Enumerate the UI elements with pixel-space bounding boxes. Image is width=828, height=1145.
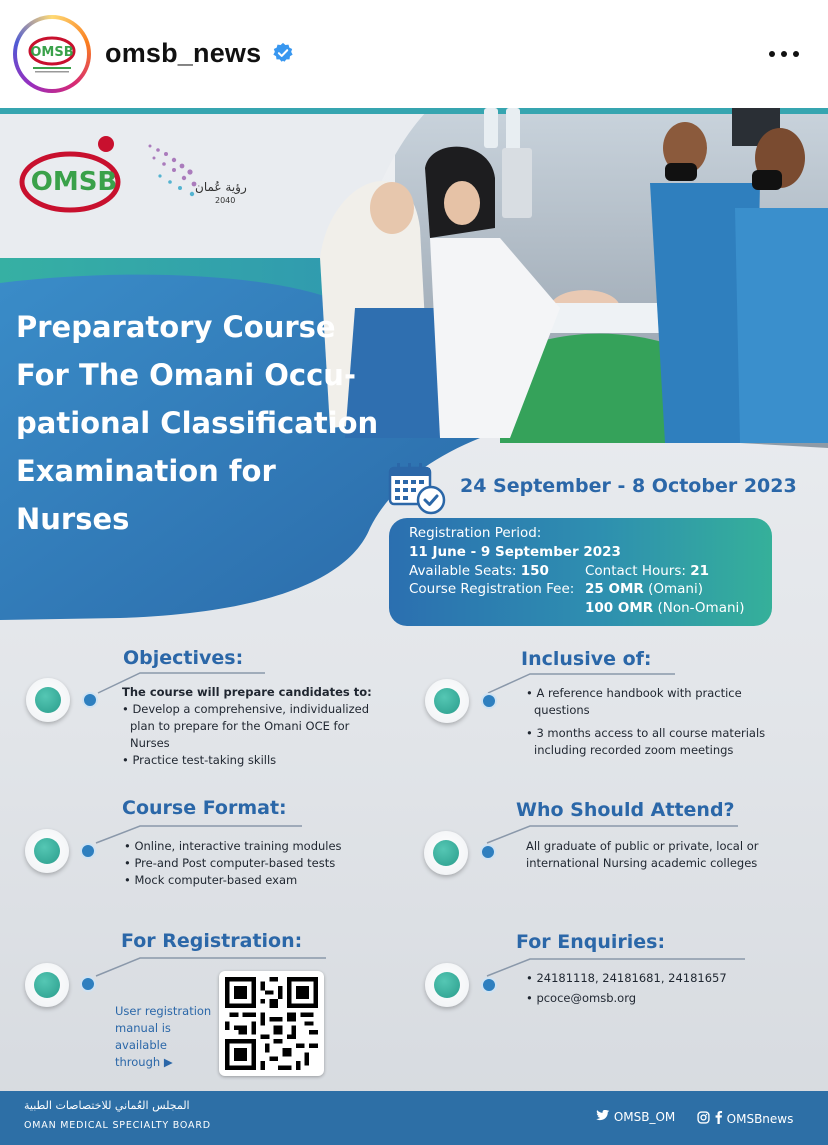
fee-non-omani-note: (Non-Omani) <box>657 600 745 616</box>
hours-value: 21 <box>690 563 710 579</box>
course-format-title: Course Format: <box>122 797 287 819</box>
seats-value: 150 <box>520 563 549 579</box>
more-options-icon[interactable] <box>764 44 804 64</box>
facebook-icon <box>714 1110 723 1124</box>
list-item: • Practice test-taking skills <box>122 753 277 767</box>
registration-dot-icon <box>80 976 96 992</box>
title-line: Nurses <box>16 502 130 536</box>
title-line: Examination for <box>16 454 276 488</box>
list-item: Nurses <box>130 736 170 750</box>
objectives-title: Objectives: <box>123 647 244 669</box>
who-attend-title: Who Should Attend? <box>516 799 735 821</box>
footer-arabic-name: المجلس العُماني للاختصاصات الطبية <box>24 1099 190 1112</box>
who-attend-bullet-icon <box>424 831 468 875</box>
avatar-logo-text: OMSB <box>30 45 74 60</box>
fee-omani-note: (Omani) <box>648 581 703 597</box>
registration-bullet-icon <box>25 963 69 1007</box>
list-item: • Online, interactive training modules <box>124 839 342 853</box>
course-format-list <box>124 838 384 889</box>
footer-instagram-facebook[interactable] <box>697 1110 793 1126</box>
list-item: • Pre-and Post computer-based tests <box>124 856 336 870</box>
omsb-logo-text: OMSB <box>30 167 118 197</box>
who-attend-line: international Nursing academic colleges <box>526 856 758 870</box>
inclusive-list <box>526 685 816 759</box>
poster-footer <box>0 1091 828 1145</box>
registration-qr-code[interactable] <box>219 971 324 1076</box>
instagram-icon <box>697 1111 710 1124</box>
fee-non-omani-value: 100 OMR <box>585 600 654 616</box>
avatar[interactable] <box>13 15 91 93</box>
list-item: • Develop a comprehensive, individualized <box>122 702 369 716</box>
list-item: • A reference handbook with practice <box>526 686 742 700</box>
manual-line: manual is available <box>115 1021 171 1052</box>
verified-badge-icon <box>272 42 294 64</box>
list-item: including recorded zoom meetings <box>534 743 734 757</box>
list-item: • Mock computer-based exam <box>124 873 298 887</box>
manual-line: through ▶ <box>115 1055 173 1069</box>
registration-manual-text <box>115 1003 220 1071</box>
twitter-icon <box>596 1110 610 1122</box>
course-format-bullet-icon <box>25 829 69 873</box>
post-header <box>0 0 828 108</box>
seats-label: Available Seats: <box>409 563 517 579</box>
instagram-facebook-handle: OMSBnews <box>726 1112 794 1126</box>
inclusive-dot-icon <box>481 693 497 709</box>
registration-period-label: Registration Period: <box>409 525 542 541</box>
who-attend-line: All graduate of public or private, local or <box>526 839 759 853</box>
fee-omani-value: 25 OMR <box>585 581 644 597</box>
footer-twitter[interactable] <box>596 1110 675 1124</box>
manual-line: User registration <box>115 1004 212 1018</box>
who-attend-dot-icon <box>480 844 496 860</box>
vision-text: رؤية عُمان <box>195 180 247 194</box>
course-date-range: 24 September - 8 October 2023 <box>460 475 797 497</box>
registration-title: For Registration: <box>121 930 303 952</box>
enquiries-email[interactable]: • pcoce@omsb.org <box>526 991 637 1005</box>
list-item: • 3 months access to all course materials <box>526 726 766 740</box>
objectives-dot-icon <box>82 692 98 708</box>
inclusive-title: Inclusive of: <box>521 648 652 670</box>
vision-year: 2040 <box>215 196 236 205</box>
who-attend-text <box>526 838 816 872</box>
omsb-logo-icon <box>17 19 87 89</box>
title-line: Preparatory Course <box>16 310 336 344</box>
twitter-handle: OMSB_OM <box>613 1110 676 1124</box>
list-item: plan to prepare for the Omani OCE for <box>130 719 350 733</box>
title-line: For The Omani Occu- <box>16 358 356 392</box>
objectives-list <box>122 684 392 769</box>
inclusive-bullet-icon <box>425 679 469 723</box>
username[interactable]: omsb_news <box>105 38 262 68</box>
fee-label: Course Registration Fee: <box>409 581 575 597</box>
objectives-intro: The course will prepare candidates to: <box>122 685 372 699</box>
enquiries-phones[interactable]: • 24181118, 24181681, 24181657 <box>526 971 727 985</box>
list-item: questions <box>534 703 590 717</box>
registration-period-value: 11 June - 9 September 2023 <box>409 544 621 560</box>
enquiries-dot-icon <box>481 977 497 993</box>
post-image <box>0 108 828 1145</box>
course-format-dot-icon <box>80 843 96 859</box>
enquiries-title: For Enquiries: <box>516 931 666 953</box>
enquiries-list <box>526 970 816 1007</box>
enquiries-bullet-icon <box>425 963 469 1007</box>
objectives-bullet-icon <box>26 678 70 722</box>
hours-label: Contact Hours: <box>585 563 686 579</box>
footer-english-name: OMAN MEDICAL SPECIALTY BOARD <box>24 1120 211 1131</box>
title-line: pational Classification <box>16 406 379 440</box>
